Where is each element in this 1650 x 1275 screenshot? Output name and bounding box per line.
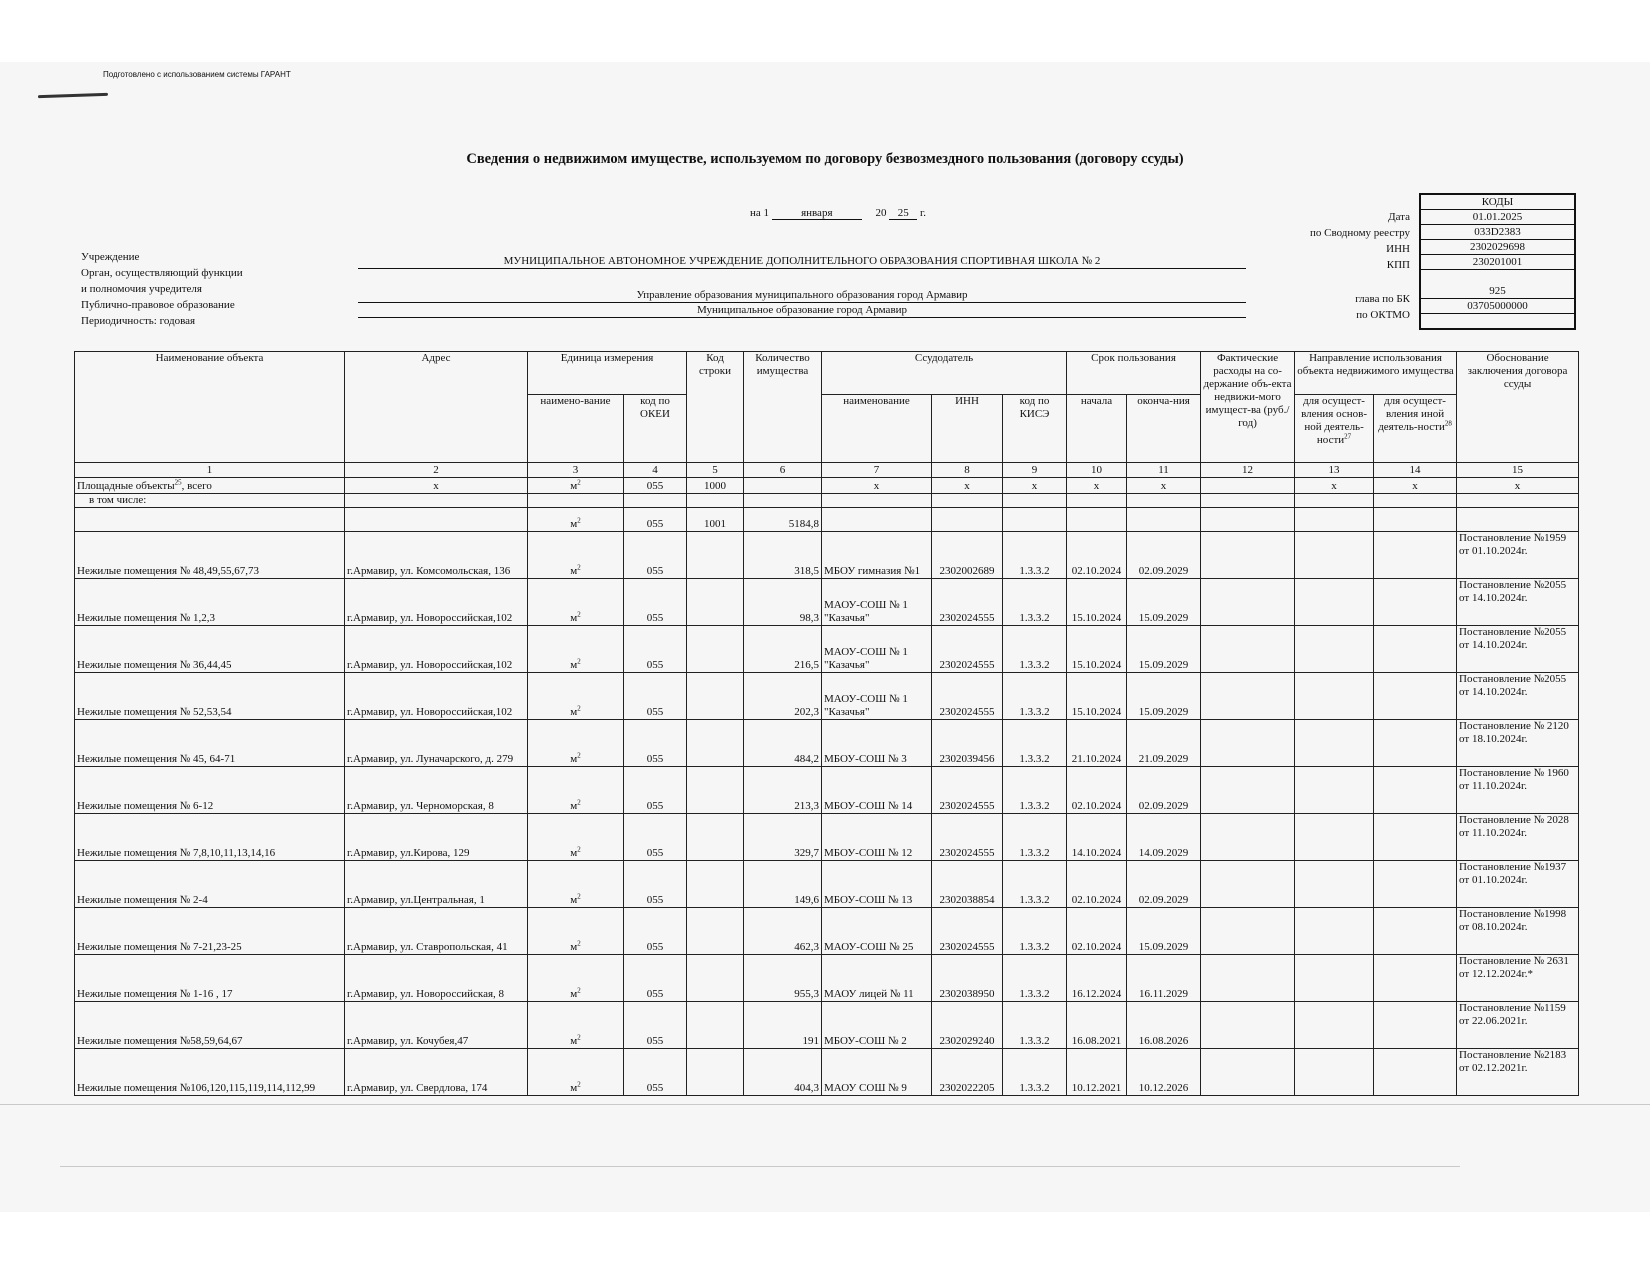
unit-name: $м^2$ — [528, 673, 624, 720]
object-address: г.Армавир, ул. Луначарского, д. 279 — [345, 720, 528, 767]
bottom-margin — [0, 1212, 1650, 1275]
col-lender-kise-header: код по КИСЭ — [1003, 395, 1067, 463]
basis-text: Постановление №2055 от 14.10.2024г. — [1457, 626, 1579, 673]
term-start: 02.10.2024 — [1067, 908, 1127, 955]
term-end: 15.09.2029 — [1127, 908, 1201, 955]
col-lender-name-header: наименование — [822, 395, 932, 463]
institution-value: МУНИЦИПАЛЬНОЕ АВТОНОМНОЕ УЧРЕЖДЕНИЕ ДОПОЛНИТЕЛЬНОГО ОБРАЗОВАНИЯ СПОРТИВНАЯ ШКОЛА № 2 — [358, 255, 1246, 269]
object-address: г.Армавир, ул. Новороссийская,102 — [345, 673, 528, 720]
lender-inn: 2302038950 — [932, 955, 1003, 1002]
col-address-header: Адрес — [345, 352, 528, 463]
col-term-end-header: оконча-ния — [1127, 395, 1201, 463]
unit-name: $м^2$ — [528, 579, 624, 626]
term-end: 14.09.2029 — [1127, 814, 1201, 861]
lender-kise: 1.3.3.2 — [1003, 955, 1067, 1002]
col-unit-code-header: код по ОКЕИ — [624, 395, 687, 463]
founder-value: Управление образования муниципального образования город Армавир — [358, 289, 1246, 303]
basis-text: Постановление №1937 от 01.10.2024г. — [1457, 861, 1579, 908]
dir-other — [1374, 673, 1457, 720]
table-row — [75, 767, 1579, 814]
table-row — [75, 720, 1579, 767]
line-code — [687, 673, 744, 720]
term-start: 15.10.2024 — [1067, 673, 1127, 720]
codes-header: КОДЫ — [1420, 194, 1575, 210]
basis-text: Постановление №1159 от 22.06.2021г. — [1457, 1002, 1579, 1049]
top-margin — [0, 0, 1650, 62]
unit-name: $м^2$ — [528, 626, 624, 673]
term-end: 21.09.2029 — [1127, 720, 1201, 767]
unit-okei: 055 — [624, 579, 687, 626]
scan-artifact-line — [0, 1104, 1650, 1105]
term-end: 02.09.2029 — [1127, 861, 1201, 908]
table-row — [75, 626, 1579, 673]
line-code — [687, 861, 744, 908]
total-lender-inn: х — [932, 478, 1003, 494]
subtotal-okei: 055 — [624, 508, 687, 532]
object-name: Нежилые помещения № 7,8,10,11,13,14,16 — [75, 814, 345, 861]
dir-other — [1374, 955, 1457, 1002]
total-name: Площадные объекты$^{25}$, всего — [75, 478, 345, 494]
lender-name: МАОУ-СОШ № 1 "Казачья" — [822, 579, 932, 626]
lender-name: МБОУ-СОШ № 2 — [822, 1002, 932, 1049]
unit-okei: 055 — [624, 1002, 687, 1049]
total-term-end: х — [1127, 478, 1201, 494]
col-number: 11 — [1127, 463, 1201, 478]
object-quantity: 329,7 — [744, 814, 822, 861]
col-unit-header: Единица измерения — [528, 352, 687, 395]
object-quantity: 404,3 — [744, 1049, 822, 1096]
col-lender-inn-header: ИНН — [932, 395, 1003, 463]
object-address: г.Армавир, ул.Кирова, 129 — [345, 814, 528, 861]
lender-name: МБОУ-СОШ № 12 — [822, 814, 932, 861]
lender-name: МБОУ-СОШ № 3 — [822, 720, 932, 767]
col-number: 13 — [1295, 463, 1374, 478]
table-row — [75, 955, 1579, 1002]
lender-inn: 2302024555 — [932, 767, 1003, 814]
basis-text: Постановление №1959 от 01.10.2024г. — [1457, 532, 1579, 579]
object-name: Нежилые помещения № 7-21,23-25 — [75, 908, 345, 955]
codes-bk-value: 925 — [1420, 270, 1575, 299]
object-name: Нежилые помещения № 36,44,45 — [75, 626, 345, 673]
basis-text: Постановление №2055 от 14.10.2024г. — [1457, 673, 1579, 720]
col-number: 8 — [932, 463, 1003, 478]
codes-box — [1419, 193, 1576, 330]
object-quantity: 318,5 — [744, 532, 822, 579]
subtotal-unit: $м^2$ — [528, 508, 624, 532]
lender-inn: 2302024555 — [932, 908, 1003, 955]
dir-other — [1374, 908, 1457, 955]
codes-inn-label: ИНН — [1386, 243, 1410, 255]
expenses — [1201, 955, 1295, 1002]
date-year: 25 — [889, 207, 917, 220]
object-name: Нежилые помещения № 6-12 — [75, 767, 345, 814]
lender-inn: 2302039456 — [932, 720, 1003, 767]
col-number: 4 — [624, 463, 687, 478]
table-row — [75, 579, 1579, 626]
col-number: 1 — [75, 463, 345, 478]
object-address: г.Армавир, ул. Комсомольская, 136 — [345, 532, 528, 579]
report-date — [750, 207, 926, 220]
col-number: 15 — [1457, 463, 1579, 478]
pub-label: Публично-правовое образование — [81, 299, 235, 311]
lender-name: МАОУ-СОШ № 1 "Казачья" — [822, 626, 932, 673]
col-number: 2 — [345, 463, 528, 478]
line-code — [687, 1049, 744, 1096]
unit-name: $м^2$ — [528, 955, 624, 1002]
col-expenses-header: Фактические расходы на со-держание объ-екта недвижи-мого имущест-ва (руб./год) — [1201, 352, 1295, 463]
lender-name: МБОУ-СОШ № 13 — [822, 861, 932, 908]
object-quantity: 213,3 — [744, 767, 822, 814]
founder-label-2: и полномочия учредителя — [81, 283, 202, 295]
dir-main — [1295, 1002, 1374, 1049]
object-quantity: 202,3 — [744, 673, 822, 720]
expenses — [1201, 767, 1295, 814]
codes-kpp-value: 230201001 — [1420, 255, 1575, 270]
object-quantity: 484,2 — [744, 720, 822, 767]
object-name: Нежилые помещения № 1-16 , 17 — [75, 955, 345, 1002]
unit-okei: 055 — [624, 673, 687, 720]
founder-label-1: Орган, осуществляющий функции — [81, 267, 243, 279]
lender-kise: 1.3.3.2 — [1003, 1049, 1067, 1096]
total-dir-other: х — [1374, 478, 1457, 494]
lender-kise: 1.3.3.2 — [1003, 532, 1067, 579]
lender-inn: 2302024555 — [932, 579, 1003, 626]
term-start: 21.10.2024 — [1067, 720, 1127, 767]
object-quantity: 216,5 — [744, 626, 822, 673]
col-number: 6 — [744, 463, 822, 478]
lender-kise: 1.3.3.2 — [1003, 579, 1067, 626]
object-name: Нежилые помещения № 1,2,3 — [75, 579, 345, 626]
col-unit-name-header: наимено-вание — [528, 395, 624, 463]
line-code — [687, 1002, 744, 1049]
table-row — [75, 1002, 1579, 1049]
total-expenses — [1201, 478, 1295, 494]
term-start: 16.08.2021 — [1067, 1002, 1127, 1049]
term-start: 02.10.2024 — [1067, 767, 1127, 814]
term-end: 15.09.2029 — [1127, 673, 1201, 720]
codes-registry-value: 033D2383 — [1420, 225, 1575, 240]
col-direction-header: Направление использования объекта недвижимого имущества — [1295, 352, 1457, 395]
codes-date-label: Дата — [1388, 211, 1410, 223]
dir-other — [1374, 626, 1457, 673]
codes-inn-value: 2302029698 — [1420, 240, 1575, 255]
date-month: января — [772, 207, 862, 220]
subtotal-row — [75, 508, 1579, 532]
col-number: 5 — [687, 463, 744, 478]
dir-main — [1295, 908, 1374, 955]
unit-name: $м^2$ — [528, 1049, 624, 1096]
line-code — [687, 532, 744, 579]
pub-value: Муниципальное образование город Армавир — [358, 304, 1246, 318]
col-number: 10 — [1067, 463, 1127, 478]
dir-other — [1374, 720, 1457, 767]
term-end: 16.11.2029 — [1127, 955, 1201, 1002]
expenses — [1201, 673, 1295, 720]
basis-text: Постановление № 2120 от 18.10.2024г. — [1457, 720, 1579, 767]
object-name: Нежилые помещения №58,59,64,67 — [75, 1002, 345, 1049]
unit-name: $м^2$ — [528, 861, 624, 908]
subtotal-quantity: 5184,8 — [744, 508, 822, 532]
expenses — [1201, 1049, 1295, 1096]
total-basis: х — [1457, 478, 1579, 494]
unit-okei: 055 — [624, 955, 687, 1002]
dir-main — [1295, 861, 1374, 908]
basis-text: Постановление №2055 от 14.10.2024г. — [1457, 579, 1579, 626]
unit-okei: 055 — [624, 908, 687, 955]
including-label-row — [75, 494, 1579, 508]
term-end: 10.12.2026 — [1127, 1049, 1201, 1096]
unit-name: $м^2$ — [528, 720, 624, 767]
date-year-prefix: 20 — [875, 207, 887, 219]
term-start: 10.12.2021 — [1067, 1049, 1127, 1096]
line-code — [687, 908, 744, 955]
col-lender-header: Ссудодатель — [822, 352, 1067, 395]
expenses — [1201, 861, 1295, 908]
table-row — [75, 532, 1579, 579]
expenses — [1201, 1002, 1295, 1049]
expenses — [1201, 532, 1295, 579]
dir-other — [1374, 579, 1457, 626]
col-basis-header: Обоснование заключения договора ссуды — [1457, 352, 1579, 463]
codes-registry-label: по Сводному реестру — [1310, 227, 1410, 239]
total-quantity — [744, 478, 822, 494]
line-code — [687, 720, 744, 767]
codes-kpp-label: КПП — [1386, 259, 1410, 271]
dir-other — [1374, 1002, 1457, 1049]
dir-main — [1295, 814, 1374, 861]
lender-kise: 1.3.3.2 — [1003, 767, 1067, 814]
term-start: 02.10.2024 — [1067, 532, 1127, 579]
object-name: Нежилые помещения № 48,49,55,67,73 — [75, 532, 345, 579]
lender-inn: 2302002689 — [932, 532, 1003, 579]
period-label: Периодичность: годовая — [81, 315, 196, 327]
dir-main — [1295, 767, 1374, 814]
table-row — [75, 814, 1579, 861]
expenses — [1201, 626, 1295, 673]
term-start: 16.12.2024 — [1067, 955, 1127, 1002]
term-end: 16.08.2026 — [1127, 1002, 1201, 1049]
table-row — [75, 1049, 1579, 1096]
table-row — [75, 908, 1579, 955]
codes-bk-label: глава по БК — [1355, 293, 1410, 305]
lender-kise: 1.3.3.2 — [1003, 814, 1067, 861]
unit-okei: 055 — [624, 1049, 687, 1096]
codes-empty — [1420, 314, 1575, 330]
object-name: Нежилые помещения №106,120,115,119,114,112,99 — [75, 1049, 345, 1096]
dir-other — [1374, 532, 1457, 579]
unit-okei: 055 — [624, 532, 687, 579]
object-name: Нежилые помещения № 52,53,54 — [75, 673, 345, 720]
term-end: 15.09.2029 — [1127, 626, 1201, 673]
table-row — [75, 673, 1579, 720]
col-term-header: Срок пользования — [1067, 352, 1201, 395]
basis-text: Постановление №1998 от 08.10.2024г. — [1457, 908, 1579, 955]
lender-name: МБОУ-СОШ № 14 — [822, 767, 932, 814]
object-quantity: 955,3 — [744, 955, 822, 1002]
dir-other — [1374, 814, 1457, 861]
col-dir-main-header: для осущест-вления основ-ной деятель-ности$^{27}$ — [1295, 395, 1374, 463]
object-address: г.Армавир, ул. Свердлова, 174 — [345, 1049, 528, 1096]
total-term-start: х — [1067, 478, 1127, 494]
term-start: 15.10.2024 — [1067, 579, 1127, 626]
term-end: 15.09.2029 — [1127, 579, 1201, 626]
lender-inn: 2302038854 — [932, 861, 1003, 908]
col-dir-other-header: для осущест-вления иной деятель-ности$^{28}$ — [1374, 395, 1457, 463]
object-quantity: 462,3 — [744, 908, 822, 955]
total-unit: $м^2$ — [528, 478, 624, 494]
object-quantity: 149,6 — [744, 861, 822, 908]
dir-main — [1295, 1049, 1374, 1096]
unit-okei: 055 — [624, 814, 687, 861]
object-address: г.Армавир, ул. Ставропольская, 41 — [345, 908, 528, 955]
total-okei: 055 — [624, 478, 687, 494]
dir-other — [1374, 1049, 1457, 1096]
unit-okei: 055 — [624, 626, 687, 673]
lender-name: МАОУ-СОШ № 1 "Казачья" — [822, 673, 932, 720]
line-code — [687, 579, 744, 626]
line-code — [687, 814, 744, 861]
dir-main — [1295, 532, 1374, 579]
date-prefix: на 1 — [750, 207, 770, 219]
line-code — [687, 626, 744, 673]
codes-date-value: 01.01.2025 — [1420, 210, 1575, 225]
basis-text: Постановление № 1960 от 11.10.2024г. — [1457, 767, 1579, 814]
scan-artifact-line — [60, 1166, 1460, 1167]
object-quantity: 98,3 — [744, 579, 822, 626]
unit-okei: 055 — [624, 861, 687, 908]
lender-inn: 2302029240 — [932, 1002, 1003, 1049]
col-number: 9 — [1003, 463, 1067, 478]
lender-inn: 2302022205 — [932, 1049, 1003, 1096]
lender-kise: 1.3.3.2 — [1003, 861, 1067, 908]
unit-name: $м^2$ — [528, 1002, 624, 1049]
basis-text: Постановление №2183 от 02.12.2021г. — [1457, 1049, 1579, 1096]
expenses — [1201, 720, 1295, 767]
line-code — [687, 767, 744, 814]
subtotal-line-code: 1001 — [687, 508, 744, 532]
object-address: г.Армавир, ул. Кочубея,47 — [345, 1002, 528, 1049]
unit-name: $м^2$ — [528, 814, 624, 861]
lender-inn: 2302024555 — [932, 673, 1003, 720]
dir-other — [1374, 861, 1457, 908]
expenses — [1201, 908, 1295, 955]
dir-main — [1295, 955, 1374, 1002]
col-number: 12 — [1201, 463, 1295, 478]
object-address: г.Армавир, ул. Новороссийская,102 — [345, 579, 528, 626]
col-name-header: Наименование объекта — [75, 352, 345, 463]
total-lender-kise: х — [1003, 478, 1067, 494]
lender-name: МБОУ гимназия №1 — [822, 532, 932, 579]
total-lender-name: х — [822, 478, 932, 494]
total-address: х — [345, 478, 528, 494]
col-number: 3 — [528, 463, 624, 478]
lender-name: МАОУ СОШ № 9 — [822, 1049, 932, 1096]
col-line-code-header: Код строки — [687, 352, 744, 463]
total-line-code: 1000 — [687, 478, 744, 494]
document-title: Сведения о недвижимом имуществе, используемом по договору безвозмездного пользования (договору ссуды) — [466, 151, 1184, 167]
object-address: г.Армавир, ул. Новороссийская,102 — [345, 626, 528, 673]
dir-main — [1295, 720, 1374, 767]
lender-kise: 1.3.3.2 — [1003, 626, 1067, 673]
codes-oktmo-value: 03705000000 — [1420, 299, 1575, 314]
object-name: Нежилые помещения № 2-4 — [75, 861, 345, 908]
dir-main — [1295, 626, 1374, 673]
total-dir-main: х — [1295, 478, 1374, 494]
lender-inn: 2302024555 — [932, 626, 1003, 673]
garant-note: Подготовлено с использованием системы ГАРАНТ — [103, 70, 291, 79]
term-start: 14.10.2024 — [1067, 814, 1127, 861]
lender-name: МАОУ лицей № 11 — [822, 955, 932, 1002]
unit-name: $м^2$ — [528, 908, 624, 955]
col-term-start-header: начала — [1067, 395, 1127, 463]
dir-other — [1374, 767, 1457, 814]
codes-oktmo-label: по ОКТМО — [1356, 309, 1410, 321]
institution-label: Учреждение — [81, 251, 140, 263]
col-quantity-header: Количество имущества — [744, 352, 822, 463]
basis-text: Постановление № 2631 от 12.12.2024г.* — [1457, 955, 1579, 1002]
expenses — [1201, 814, 1295, 861]
expenses — [1201, 579, 1295, 626]
table-row — [75, 861, 1579, 908]
line-code — [687, 955, 744, 1002]
lender-kise: 1.3.3.2 — [1003, 1002, 1067, 1049]
unit-okei: 055 — [624, 720, 687, 767]
col-number: 14 — [1374, 463, 1457, 478]
lender-kise: 1.3.3.2 — [1003, 908, 1067, 955]
col-number: 7 — [822, 463, 932, 478]
property-table — [74, 351, 1579, 1096]
date-suffix: г. — [920, 207, 927, 219]
unit-name: $м^2$ — [528, 767, 624, 814]
lender-kise: 1.3.3.2 — [1003, 720, 1067, 767]
dir-main — [1295, 579, 1374, 626]
including-label: в том числе: — [75, 494, 345, 508]
object-address: г.Армавир, ул.Центральная, 1 — [345, 861, 528, 908]
column-numbers-row — [75, 463, 1579, 478]
term-start: 02.10.2024 — [1067, 861, 1127, 908]
unit-okei: 055 — [624, 767, 687, 814]
term-end: 02.09.2029 — [1127, 532, 1201, 579]
object-address: г.Армавир, ул. Черноморская, 8 — [345, 767, 528, 814]
total-row — [75, 478, 1579, 494]
object-name: Нежилые помещения № 45, 64-71 — [75, 720, 345, 767]
lender-name: МАОУ-СОШ № 25 — [822, 908, 932, 955]
basis-text: Постановление № 2028 от 11.10.2024г. — [1457, 814, 1579, 861]
dir-main — [1295, 673, 1374, 720]
term-end: 02.09.2029 — [1127, 767, 1201, 814]
term-start: 15.10.2024 — [1067, 626, 1127, 673]
lender-inn: 2302024555 — [932, 814, 1003, 861]
lender-kise: 1.3.3.2 — [1003, 673, 1067, 720]
unit-name: $м^2$ — [528, 532, 624, 579]
object-quantity: 191 — [744, 1002, 822, 1049]
object-address: г.Армавир, ул. Новороссийская, 8 — [345, 955, 528, 1002]
